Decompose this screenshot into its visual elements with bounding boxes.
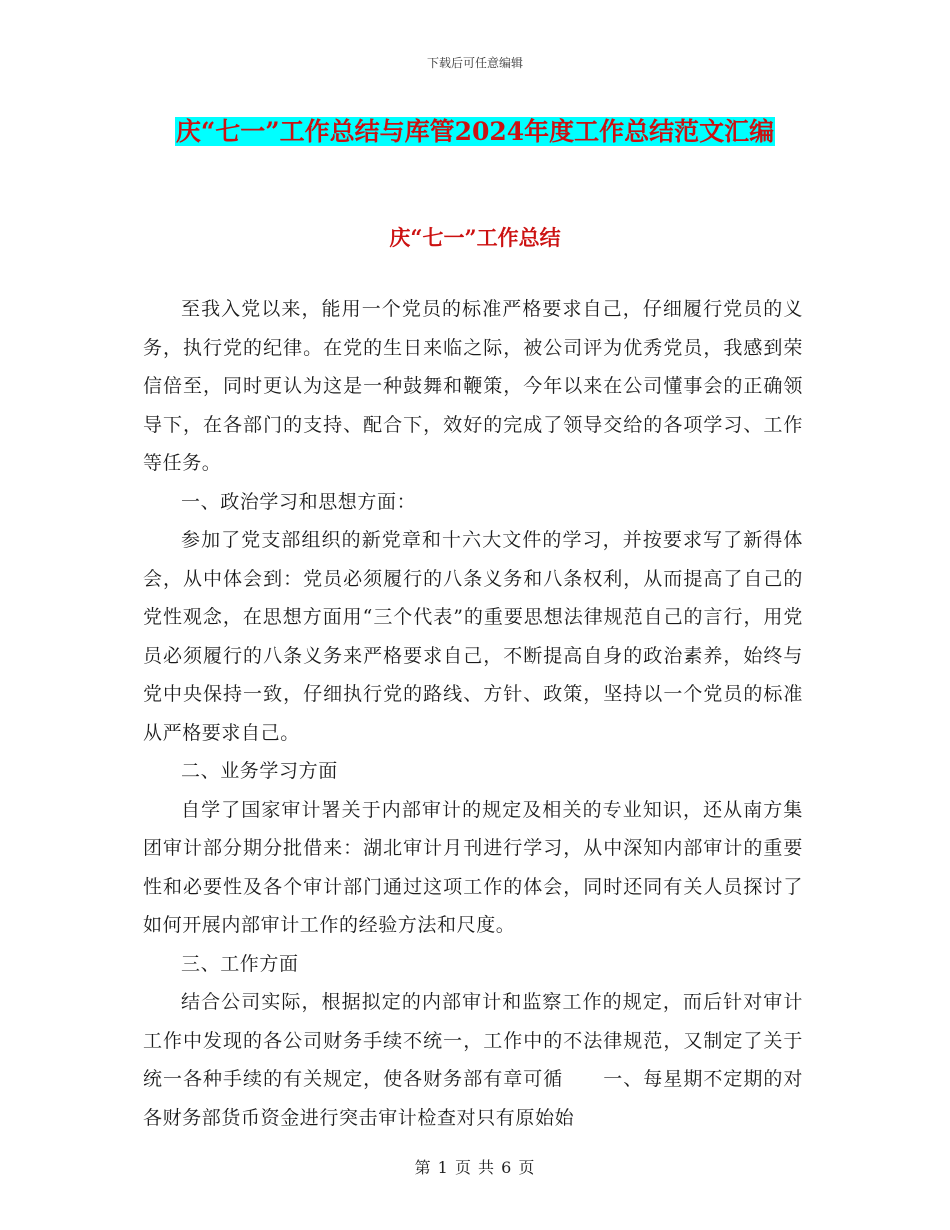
section-title: 庆“七一”工作总结 [389,225,561,250]
document-title-text: 庆“七一”工作总结与库管2024年度工作总结范文汇编 [175,117,775,146]
paragraph-heading: 一、政治学习和思想方面： [181,490,417,513]
paragraph-heading: 三、工作方面 [181,952,299,975]
document-title [140,108,810,156]
paragraph: 自学了国家审计署关于内部审计的规定及相关的专业知识，还从南方集团审计部分期分批借来：湖北审计月刊进行学习，从中深知内部审计的重要性和必要性及各个审计部门通过这项工作的体会，同时还同有关人员探讨了如何开展内部审计工作的经验方法和尺度。 [143,798,803,936]
paragraph-heading: 二、业务学习方面 [181,760,338,782]
paragraph: 至我入党以来，能用一个党员的标准严格要求自己，仔细履行党员的义务，执行党的纪律。在党的生日来临之际，被公司评为优秀党员，我感到荣信倍至，同时更认为这是一种鼓舞和鞭策，今年以来在公司懂事会的正确领导下，在各部门的支持、配合下，效好的完成了领导交给的各项学习、工作等任务。 [143,298,803,474]
document-body [143,290,803,1137]
page-number-footer: 第 1 页 共 6 页 [414,1158,536,1177]
page-header: 下载后可任意编辑 [426,56,523,70]
paragraph: 结合公司实际，根据拟定的内部审计和监察工作的规定，而后针对审计工作中发现的各公司财务手续不统一，工作中的不法律规范，又制定了关于统一各种手续的有关规定，使各财务部有章可循 一、每星期不定期的对各财务部货币资金进行突击审计检查对只有原始始 [143,991,803,1129]
paragraph: 参加了党支部组织的新党章和十六大文件的学习，并按要求写了新得体会，从中体会到：党员必须履行的八条义务和八条权利，从而提高了自己的党性观念，在思想方面用“三个代表”的重要思想法律规范自己的言行，用党员必须履行的八条义务来严格要求自己，不断提高自身的政治素养，始终与党中央保持一致，仔细执行党的路线、方针、政策，坚持以一个党员的标准从严格要求自己。 [143,529,803,744]
